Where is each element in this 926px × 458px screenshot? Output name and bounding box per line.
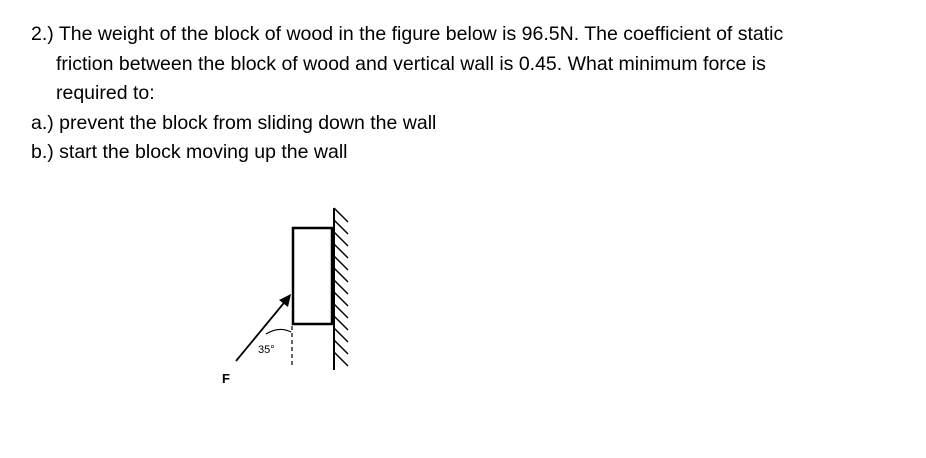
wood-block bbox=[293, 228, 332, 324]
wall-hatching bbox=[334, 208, 348, 366]
angle-label: 35° bbox=[258, 344, 275, 356]
problem-line-1: 2.) The weight of the block of wood in the figure below is 96.5N. The coefficient of static bbox=[31, 23, 784, 45]
angle-arc bbox=[266, 329, 291, 334]
problem-line-3: required to: bbox=[56, 82, 155, 104]
part-a-line: a.) prevent the block from sliding down the wall bbox=[31, 111, 437, 134]
problem-line-2: friction between the block of wood and vertical wall is 0.45. What minimum force is bbox=[56, 52, 766, 75]
force-arrowhead bbox=[279, 294, 291, 307]
part-b-line: b.) start the block moving up the wall bbox=[31, 141, 348, 163]
force-label: F bbox=[222, 371, 230, 386]
